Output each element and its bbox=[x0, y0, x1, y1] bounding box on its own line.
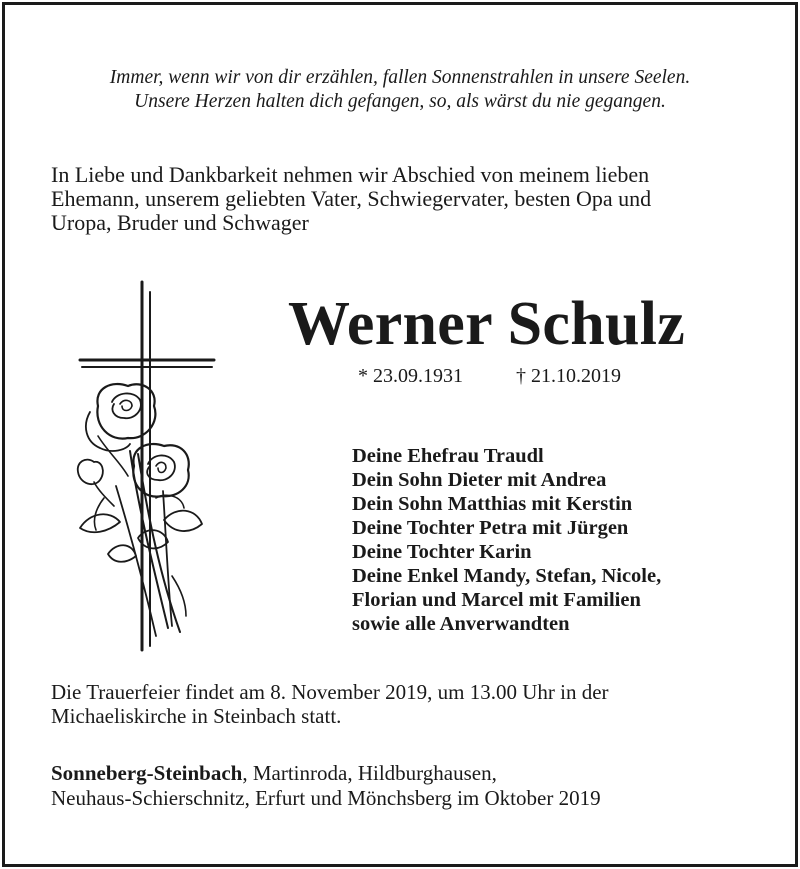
death-date: † 21.10.2019 bbox=[516, 365, 621, 387]
intro-line: Ehemann, unserem geliebten Vater, Schwiegervater, besten Opa und bbox=[51, 186, 652, 211]
list-item: sowie alle Anverwandten bbox=[352, 613, 570, 635]
place-main: Sonneberg-Steinbach bbox=[51, 761, 243, 785]
mourners-list bbox=[352, 444, 661, 636]
place-rest: , Martinroda, Hildburghausen, bbox=[242, 761, 497, 785]
funeral-service-text bbox=[51, 680, 609, 728]
place-and-date bbox=[51, 761, 601, 811]
motto bbox=[6, 66, 794, 114]
intro-text bbox=[51, 163, 751, 235]
birth-date: * 23.09.1931 bbox=[358, 365, 463, 387]
place-line bbox=[51, 761, 601, 786]
service-line: Die Trauerfeier findet am 8. November 2019, um 13.00 Uhr in der bbox=[51, 680, 609, 704]
list-item: Dein Sohn Dieter mit Andrea bbox=[352, 469, 607, 491]
obituary-content bbox=[6, 6, 794, 863]
list-item: Deine Tochter Petra mit Jürgen bbox=[352, 517, 629, 539]
list-item: Deine Tochter Karin bbox=[352, 541, 532, 563]
motto-line: Immer, wenn wir von dir erzählen, fallen Sonnenstrahlen in unsere Seelen. bbox=[109, 67, 691, 88]
intro-line: In Liebe und Dankbarkeit nehmen wir Abschied von meinem lieben bbox=[51, 162, 650, 187]
service-line: Michaeliskirche in Steinbach statt. bbox=[51, 704, 342, 728]
place-line: Neuhaus-Schierschnitz, Erfurt und Mönchsberg im Oktober 2019 bbox=[51, 786, 601, 810]
list-item: Dein Sohn Matthias mit Kerstin bbox=[352, 493, 633, 515]
list-item: Deine Enkel Mandy, Stefan, Nicole, bbox=[352, 565, 662, 587]
intro-line: Uropa, Bruder und Schwager bbox=[51, 210, 309, 235]
list-item: Deine Ehefrau Traudl bbox=[352, 445, 544, 467]
motto-line: Unsere Herzen halten dich gefangen, so, als wärst du nie gegangen. bbox=[134, 91, 666, 112]
cross-with-roses-icon bbox=[68, 276, 228, 661]
obituary-frame bbox=[2, 2, 798, 867]
list-item: Florian und Marcel mit Familien bbox=[352, 589, 641, 611]
deceased-name: Werner Schulz bbox=[288, 290, 686, 358]
